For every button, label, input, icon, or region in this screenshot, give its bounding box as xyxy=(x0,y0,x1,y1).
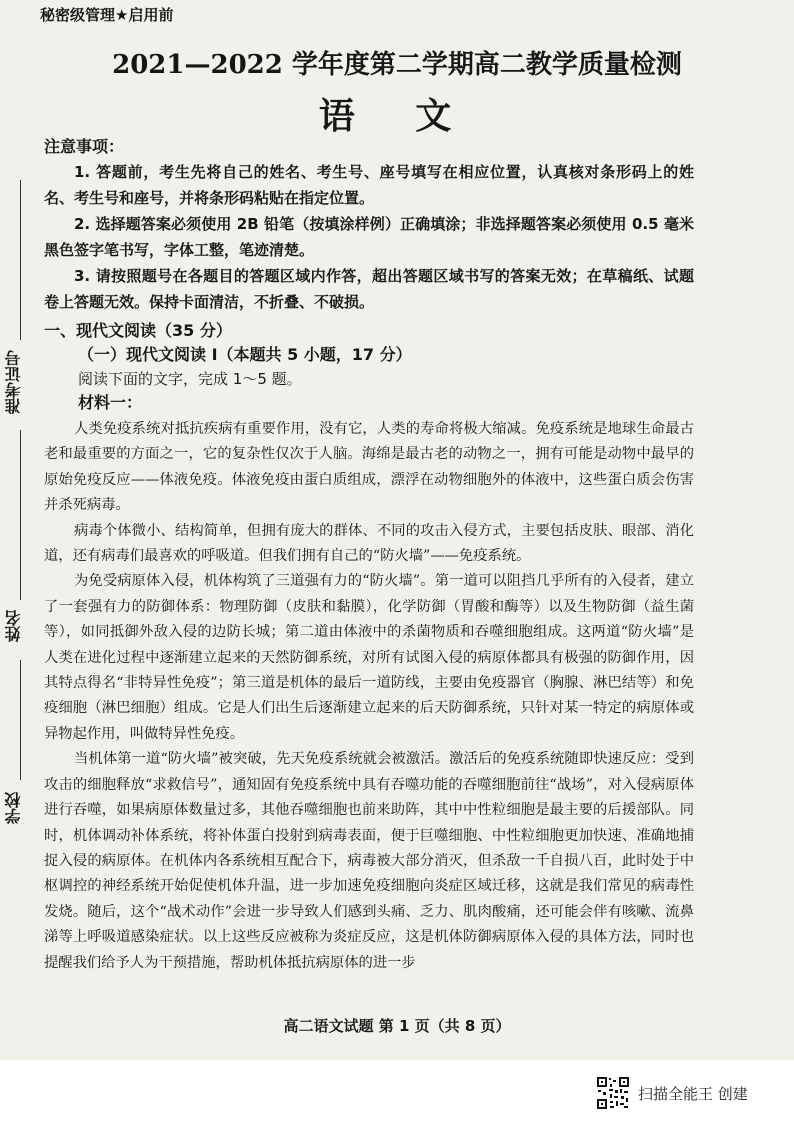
passage-paragraph: 病毒个体微小、结构简单，但拥有庞大的群体、不同的攻击入侵方式，主要包括皮肤、眼部、消化道，还有病毒们最喜欢的呼吸道。但我们拥有自己的“防火墙”——免疫系统。 xyxy=(44,522,694,565)
material-label: 材料一： xyxy=(78,393,143,412)
binding-line xyxy=(20,660,21,780)
binding-line xyxy=(20,430,21,600)
exam-content xyxy=(44,134,694,976)
passage-paragraph: 当机体第一道“防火墙”被突破，先天免疫系统就会被激活。激活后的免疫系统随即快速反应：受到攻击的细胞释放“求救信号”，通知固有免疫系统中具有吞噬功能的吞噬细胞前往“战场”，对入侵病原体进行吞噬，如果病原体数量过多，其他吞噬细胞也前来助阵，其中中性粒细胞是最主要的后援部队。同时，机体调动补体系统，将补体蛋白投射到病毒表面，便于巨噬细胞、中性粒细胞更加快速、准确地捕捉入侵的病原体。在机体内各系统相互配合下，病毒被大部分消灭，但杀敌一千自损八百，此时处于中枢调控的神经系统开始促使机体升温，进一步加速免疫细胞向炎症区域迁移，这就是我们常见的病毒性发烧。随后，这个“战术动作”会进一步导致人们感到头痛、乏力、肌肉酸痛，还可能会伴有咳嗽、流鼻涕等上呼吸道感染症状。以上这些反应被称为炎症反应，这是机体防御病原体入侵的具体方法，同时也提醒我们给予人为干预措施，帮助机体抵抗病原体的进一步 xyxy=(44,751,694,971)
passage-paragraph: 人类免疫系统对抵抗疾病有重要作用，没有它，人类的寿命将极大缩减。免疫系统是地球生命最古老和最重要的方面之一，它的复杂性仅次于人脑。海绵是最古老的动物之一，拥有可能是动物中最早的原始免疫反应——体液免疫。体液免疫由蛋白质组成，漂浮在动物细胞外的体液中，这些蛋白质会伤害并杀死病毒。 xyxy=(44,421,694,514)
subject-title: 语 文 xyxy=(318,95,476,137)
reading-instruction: 阅读下面的文字，完成 1～5 题。 xyxy=(78,370,302,388)
secret-mark: 秘密级管理★启用前 xyxy=(40,6,174,24)
page-footer: 高二语文试题 第 1 页（共 8 页） xyxy=(283,1017,511,1035)
scanner-text: 扫描全能王 创建 xyxy=(638,1084,748,1103)
exam-number-label: 准考证号 xyxy=(4,350,23,414)
binding-margin xyxy=(0,170,40,870)
passage-paragraph: 为免受病原体入侵，机体构筑了三道强有力的“防火墙”。第一道可以阻挡几乎所有的入侵者，建立了一套强有力的防御体系：物理防御（皮肤和黏膜），化学防御（胃酸和酶等）以及生物防御（益生菌等），如同抵御外敌入侵的边防长城；第二道由体液中的杀菌物质和吞噬细胞组成。这两道“防火墙”是人类在进化过程中逐渐建立起来的天然防御系统，对所有试图入侵的病原体都具有极强的防御作用，因其特点得名“非特异性免疫”；第三道是机体的最后一道防线，主要由免疫器官（胸腺、淋巴结等）和免疫细胞（淋巴细胞）组成。它是人们出生后逐渐建立起来的后天防御系统，只针对某一特定的病原体或异物起作用，叫做特异性免疫。 xyxy=(44,573,694,742)
school-label: 学校 xyxy=(4,792,23,824)
scanner-watermark xyxy=(596,1075,748,1111)
exam-title: 2021—2022 学年度第二学期高二教学质量检测 xyxy=(112,50,682,80)
qr-code-icon xyxy=(596,1076,630,1110)
notes-title: 注意事项： xyxy=(44,137,125,156)
section-title: 一、现代文阅读（35 分） xyxy=(44,321,232,340)
note-item: 1. 答题前，考生先将自己的姓名、考生号、座号填写在相应位置，认真核对条形码上的姓名、考生号和座号，并将条形码粘贴在指定位置。 xyxy=(44,163,694,207)
name-label: 姓名 xyxy=(4,610,23,642)
binding-line xyxy=(20,180,21,340)
note-item: 2. 选择题答案必须使用 2B 铅笔（按填涂样例）正确填涂；非选择题答案必须使用 0.5 毫米黑色签字笔书写，字体工整，笔迹清楚。 xyxy=(44,215,694,259)
subsection-title: （一）现代文阅读 I（本题共 5 小题，17 分） xyxy=(78,345,412,364)
note-item: 3. 请按照题号在各题目的答题区域内作答，超出答题区域书写的答案无效；在草稿纸、试题卷上答题无效。保持卡面清洁，不折叠、不破损。 xyxy=(44,267,694,311)
